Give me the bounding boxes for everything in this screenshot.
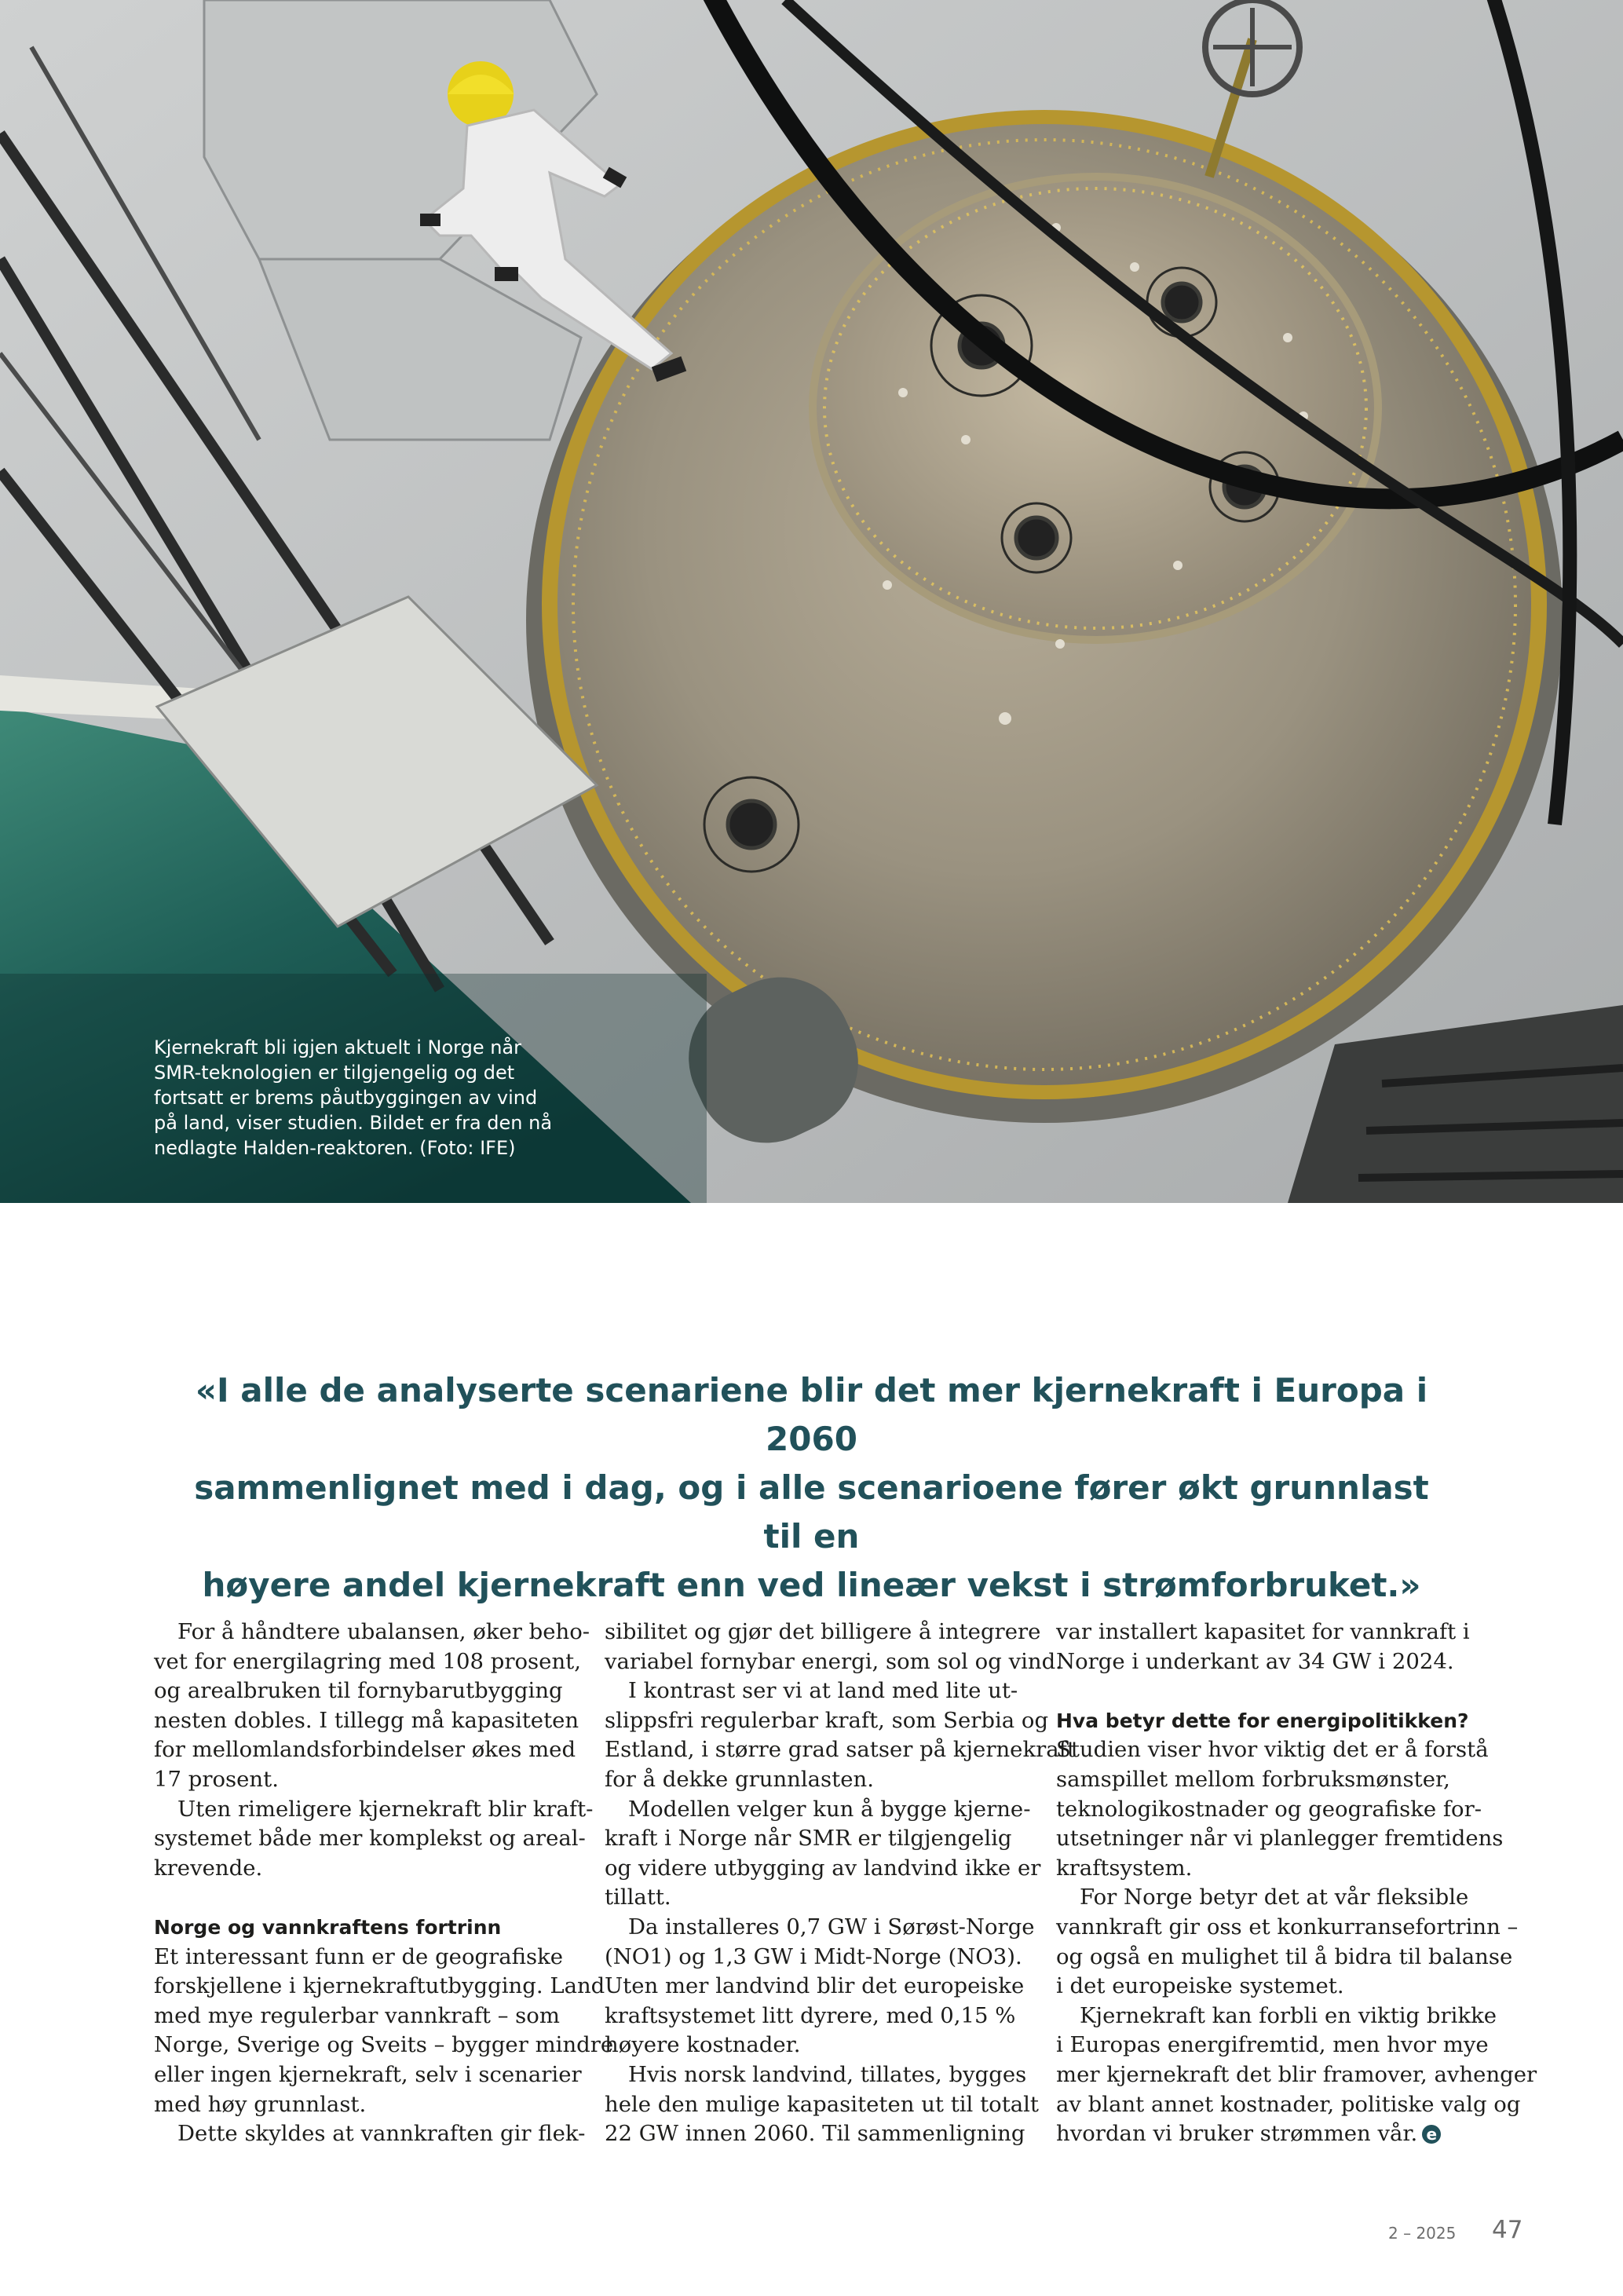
body-line: vannkraft gir oss et konkurransefortrinn – bbox=[1056, 1914, 1519, 1940]
end-mark-icon: e bbox=[1422, 2125, 1441, 2144]
body-line: sibilitet og gjør det billigere å integrere bbox=[605, 1619, 1041, 1644]
caption-line: fortsatt er brems påutbyggingen av vind bbox=[154, 1087, 538, 1109]
body-line: med høy grunnlast. bbox=[154, 2091, 367, 2117]
body-line: Kjernekraft kan forbli en viktig brikke bbox=[1080, 2002, 1497, 2028]
section-heading: Norge og vannkraftens fortrinn bbox=[154, 1915, 502, 1939]
body-line: (NO1) og 1,3 GW i Midt-Norge (NO3). bbox=[605, 1943, 1022, 1969]
body-line: av blant annet kostnader, politiske valg og bbox=[1056, 2091, 1521, 2117]
body-line: og videre utbygging av landvind ikke er bbox=[605, 1855, 1041, 1881]
body-line-last bbox=[1056, 2119, 1480, 2149]
body-column-3 bbox=[1056, 1618, 1537, 2149]
body-line: Hvis norsk landvind, tillates, bygges bbox=[628, 2061, 1027, 2087]
body-line: høyere kostnader. bbox=[605, 2032, 801, 2058]
paragraph-gap bbox=[1056, 1676, 1480, 1706]
body-line: forskjellene i kjernekraftutbygging. Land bbox=[154, 1973, 605, 1999]
body-line: slippsfri regulerbar kraft, som Serbia og bbox=[605, 1707, 1049, 1733]
caption-line: Kjernekraft bli igjen aktuelt i Norge når bbox=[154, 1036, 521, 1058]
body-line: Estland, i større grad satser på kjernekraft bbox=[605, 1737, 1076, 1763]
caption-line: SMR-teknologien er tilgjengelig og det bbox=[154, 1062, 515, 1084]
body-line: variabel fornybar energi, som sol og vind. bbox=[605, 1648, 1062, 1674]
body-line: for mellomlandsforbindelser økes med bbox=[154, 1737, 576, 1763]
body-line: Uten rimeligere kjernekraft blir kraft- bbox=[177, 1796, 594, 1822]
caption-line: nedlagte Halden-reaktoren. (Foto: IFE) bbox=[154, 1137, 516, 1159]
body-line: tillatt. bbox=[605, 1885, 671, 1910]
body-line: og også en mulighet til å bidra til balanse bbox=[1056, 1943, 1513, 1969]
body-line: for å dekke grunnlasten. bbox=[605, 1766, 874, 1792]
body-line: var installert kapasitet for vannkraft i bbox=[1056, 1619, 1470, 1644]
pull-quote bbox=[188, 1366, 1435, 1610]
body-line: For Norge betyr det at vår fleksible bbox=[1080, 1885, 1469, 1910]
body-line: kraftsystemet litt dyrere, med 0,15 % bbox=[605, 2002, 1016, 2028]
body-line: eller ingen kjernekraft, selv i scenarier bbox=[154, 2061, 582, 2087]
body-line: samspillet mellom forbruksmønster, bbox=[1056, 1766, 1450, 1792]
body-line: 17 prosent. bbox=[154, 1766, 279, 1792]
body-line: kraftsystem. bbox=[1056, 1855, 1193, 1881]
body-line: i Europas energifremtid, men hvor mye bbox=[1056, 2032, 1489, 2058]
page-number: 47 bbox=[1492, 2216, 1523, 2244]
issue-number: 2 – 2025 bbox=[1388, 2224, 1457, 2243]
body-line: systemet både mer komplekst og areal- bbox=[154, 1826, 586, 1852]
body-line: kraft i Norge når SMR er tilgjengelig bbox=[605, 1826, 1012, 1852]
body-line: Uten mer landvind blir det europeiske bbox=[605, 1973, 1025, 1999]
body-line: mer kjernekraft det blir framover, avhenger bbox=[1056, 2061, 1537, 2087]
body-line: teknologikostnader og geografiske for- bbox=[1056, 1796, 1482, 1822]
pull-quote-line: høyere andel kjernekraft enn ved lineær vekst i strømforbruket.» bbox=[202, 1566, 1421, 1604]
section-heading: Hva betyr dette for energipolitikken? bbox=[1056, 1709, 1469, 1732]
body-line: i det europeiske systemet. bbox=[1056, 1973, 1344, 1999]
body-line: og arealbruken til fornybarutbygging bbox=[154, 1678, 563, 1704]
photo-caption bbox=[154, 1035, 562, 1161]
body-line: utsetninger når vi planlegger fremtidens bbox=[1056, 1826, 1504, 1852]
body-line: Dette skyldes at vannkraften gir flek- bbox=[177, 2121, 586, 2147]
pull-quote-line: «I alle de analyserte scenariene blir det mer kjernekraft i Europa i 2060 bbox=[195, 1371, 1428, 1458]
body-column-2 bbox=[605, 1618, 1076, 2149]
body-line: med mye regulerbar vannkraft – som bbox=[154, 2002, 560, 2028]
body-line: Da installeres 0,7 GW i Sørøst-Norge bbox=[628, 1914, 1035, 1940]
paragraph-gap bbox=[154, 1883, 562, 1913]
body-line: I kontrast ser vi at land med lite ut- bbox=[628, 1678, 1018, 1704]
body-line: nesten dobles. I tillegg må kapasiteten bbox=[154, 1707, 579, 1733]
body-column-1 bbox=[154, 1618, 614, 2149]
body-line: krevende. bbox=[154, 1855, 263, 1881]
body-line: hele den mulige kapasiteten ut til totalt bbox=[605, 2091, 1039, 2117]
body-line: 22 GW innen 2060. Til sammenligning bbox=[605, 2121, 1025, 2147]
pull-quote-line: sammenlignet med i dag, og i alle scenarioene fører økt grunnlast til en bbox=[194, 1468, 1429, 1556]
body-line: Et interessant funn er de geografiske bbox=[154, 1943, 564, 1969]
body-line-text: hvordan vi bruker strømmen vår. bbox=[1056, 2121, 1418, 2147]
body-line: vet for energilagring med 108 prosent, bbox=[154, 1648, 581, 1674]
body-line: For å håndtere ubalansen, øker beho- bbox=[177, 1619, 590, 1644]
body-line: Modellen velger kun å bygge kjerne- bbox=[628, 1796, 1031, 1822]
body-line: Norge, Sverige og Sveits – bygger mindre bbox=[154, 2032, 614, 2058]
body-line: Studien viser hvor viktig det er å forstå bbox=[1056, 1737, 1489, 1763]
body-line: Norge i underkant av 34 GW i 2024. bbox=[1056, 1648, 1454, 1674]
caption-line: på land, viser studien. Bildet er fra den nå bbox=[154, 1112, 553, 1134]
